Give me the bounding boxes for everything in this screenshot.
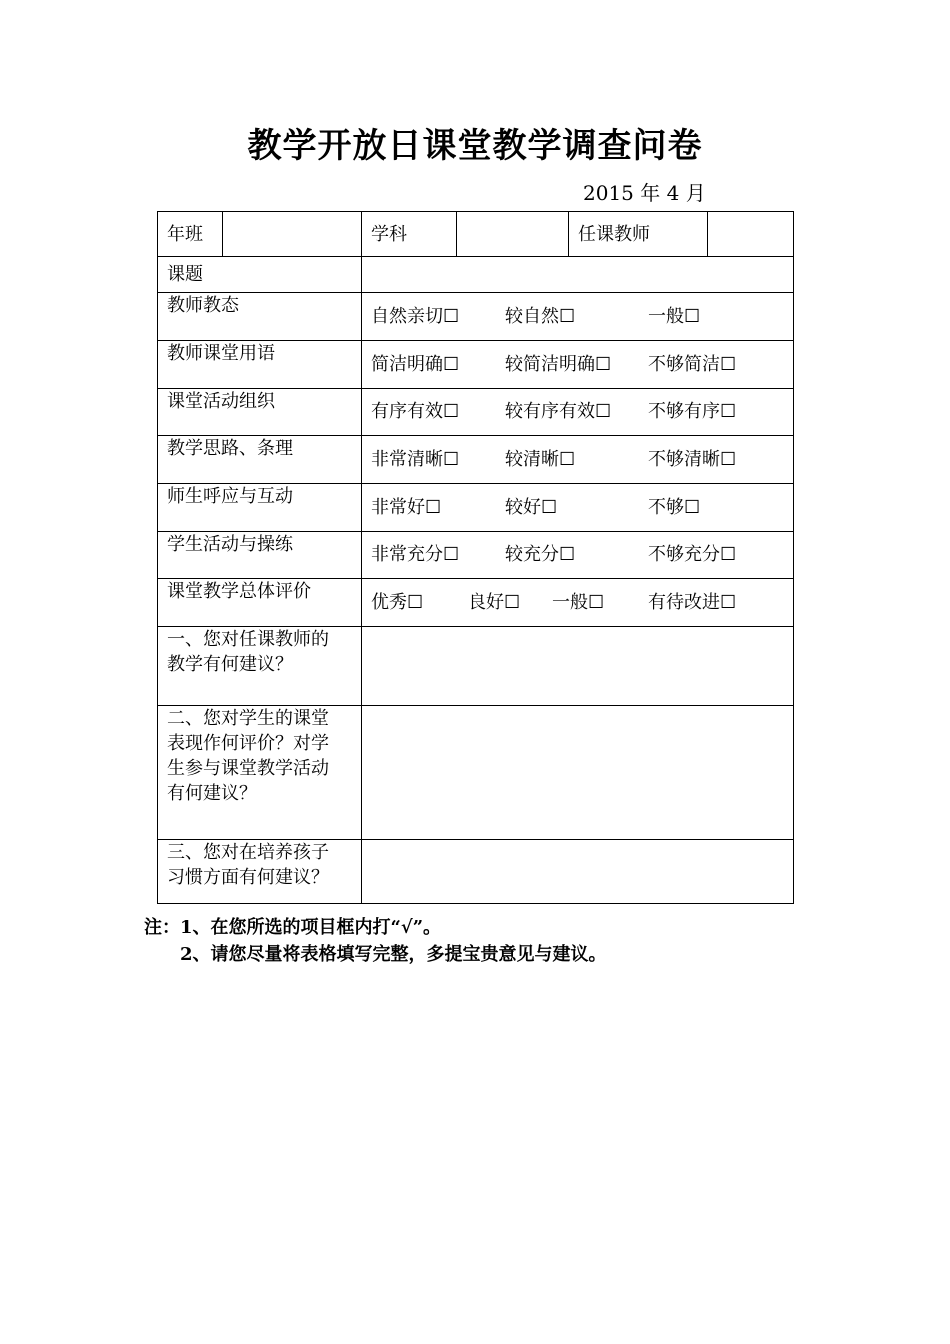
rating-options-organization [362, 389, 794, 436]
rating-option[interactable]: 不够☐ [648, 496, 701, 518]
class-field[interactable] [223, 212, 362, 257]
teacher-field[interactable] [708, 212, 794, 257]
rating-option[interactable]: 不够清晰☐ [648, 448, 737, 470]
rating-option[interactable]: 优秀☐ [371, 591, 424, 613]
question-line: 表现作何评价？对学 [167, 733, 329, 754]
question-teacher-advice [158, 627, 362, 706]
question-line: 教学有何建议？ [167, 654, 293, 675]
rating-option[interactable]: 有序有效☐ [371, 401, 460, 422]
topic-field[interactable] [362, 257, 794, 293]
subject-label: 学科 [362, 212, 457, 257]
rating-options-activity [362, 532, 794, 579]
rating-option[interactable]: 非常充分☐ [371, 544, 460, 565]
rating-options-clarity [362, 436, 794, 484]
rating-option[interactable]: 自然亲切☐ [371, 305, 460, 327]
rating-option[interactable]: 良好☐ [468, 591, 521, 613]
footnotes [144, 914, 607, 968]
topic-label: 课题 [158, 257, 362, 293]
rating-option[interactable]: 较有序有效☐ [505, 401, 612, 422]
answer-habit-advice[interactable] [362, 840, 794, 904]
rating-option[interactable]: 一般☐ [552, 591, 605, 613]
rating-label-interaction: 师生呼应与互动 [158, 484, 362, 532]
rating-label-activity: 学生活动与操练 [158, 532, 362, 579]
question-habit-advice [158, 840, 362, 904]
rating-options-interaction [362, 484, 794, 532]
question-line: 三、您对在培养孩子 [167, 842, 329, 863]
rating-label-demeanor: 教师教态 [158, 293, 362, 341]
overall-label: 课堂教学总体评价 [158, 579, 362, 627]
rating-label-organization: 课堂活动组织 [158, 389, 362, 436]
survey-date: 2015 年 4 月 [583, 181, 706, 205]
rating-option[interactable]: 非常清晰☐ [371, 448, 460, 470]
rating-option[interactable]: 较清晰☐ [505, 448, 576, 470]
rating-option[interactable]: 不够有序☐ [648, 401, 737, 422]
rating-option[interactable]: 不够充分☐ [648, 544, 737, 565]
rating-label-language: 教师课堂用语 [158, 341, 362, 389]
rating-option[interactable]: 非常好☐ [371, 496, 442, 518]
rating-option[interactable]: 较好☐ [505, 496, 558, 518]
note-line-1: 注：1、在您所选的项目框内打“√”。 [144, 917, 442, 938]
survey-form-table [157, 211, 794, 904]
rating-option[interactable]: 有待改进☐ [648, 591, 737, 613]
answer-student-evaluation[interactable] [362, 706, 794, 840]
rating-options-language [362, 341, 794, 389]
question-student-evaluation [158, 706, 362, 840]
rating-option[interactable]: 较充分☐ [505, 544, 576, 565]
question-line: 有何建议？ [167, 783, 257, 804]
rating-option[interactable]: 简洁明确☐ [371, 353, 460, 375]
rating-label-clarity: 教学思路、条理 [158, 436, 362, 484]
question-line: 二、您对学生的课堂 [167, 708, 329, 729]
teacher-label: 任课教师 [569, 212, 708, 257]
rating-option[interactable]: 一般☐ [648, 305, 701, 327]
overall-options [362, 579, 794, 627]
rating-options-demeanor [362, 293, 794, 341]
rating-option[interactable]: 较自然☐ [505, 305, 576, 327]
question-line: 一、您对任课教师的 [167, 629, 329, 650]
page-title: 教学开放日课堂教学调查问卷 [247, 126, 703, 166]
answer-teacher-advice[interactable] [362, 627, 794, 706]
question-line: 习惯方面有何建议？ [167, 867, 329, 888]
subject-field[interactable] [457, 212, 569, 257]
note-line-2: 2、请您尽量将表格填写完整，多提宝贵意见与建议。 [180, 944, 607, 965]
rating-option[interactable]: 不够简洁☐ [648, 353, 737, 375]
rating-option[interactable]: 较简洁明确☐ [505, 353, 612, 375]
class-label: 年班 [158, 212, 223, 257]
question-line: 生参与课堂教学活动 [167, 758, 329, 779]
